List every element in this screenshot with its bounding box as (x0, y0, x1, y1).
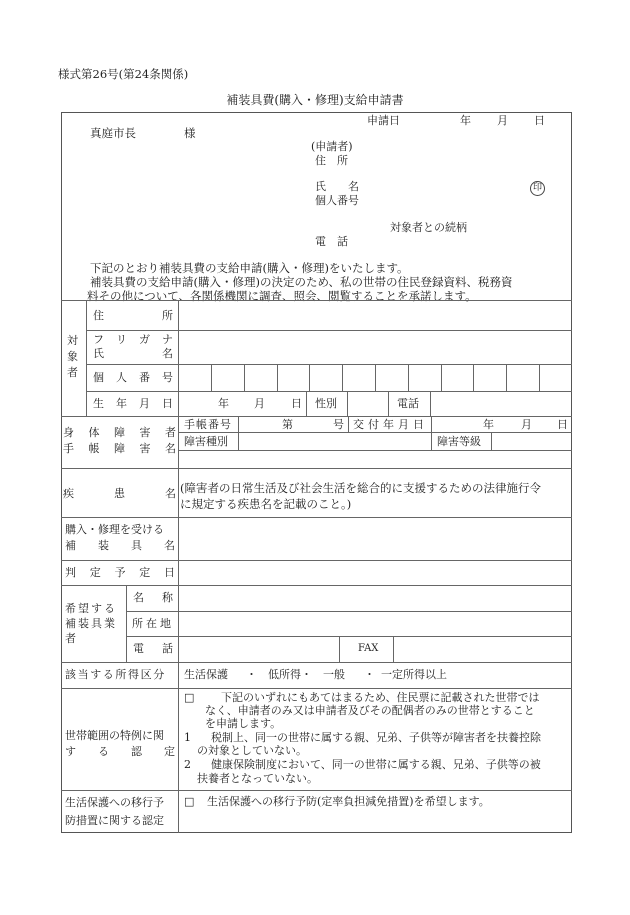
statement-request: 下記のとおり補装具費の支給申請(購入・修理)をいたします。 (90, 261, 409, 275)
income-separator: ・ (246, 668, 257, 681)
vendor-fax-field[interactable] (394, 637, 571, 661)
applicant-address-label: 住 所 (315, 154, 348, 167)
honorific: 様 (184, 126, 196, 140)
vendor-group-line1: 希望する (65, 602, 117, 615)
device-label-line2: 補 装 具 名 (65, 539, 175, 552)
household-checkbox[interactable]: □ (184, 691, 195, 704)
subject-name-label: 氏 名 (93, 347, 173, 360)
judgment-date-field[interactable] (179, 561, 571, 584)
household-item2-number: 2 (184, 758, 191, 771)
subject-group-label: 対 象 者 (67, 334, 78, 379)
subject-furigana-label: フ リ ガ ナ (93, 333, 173, 346)
household-intro-line1: 下記のいずれにもあてはまるため、住民票に記載された世帯では (221, 691, 540, 704)
disability-type-label: 障害種別 (184, 435, 228, 448)
welfare-label-line2: 防措置に関する認定 (65, 814, 164, 827)
handbook-disability-name-field[interactable] (179, 451, 571, 467)
applicant-name-label: 氏 名 (315, 180, 359, 193)
vendor-location-label: 所在地 (132, 617, 174, 630)
gender-label: 性別 (315, 397, 337, 410)
application-date-year: 年 (460, 114, 471, 127)
issue-year-label: 年 (483, 418, 494, 431)
handbook-label-line1: 身 体 障 害 者 (63, 426, 176, 439)
handbook-label-line2: 手 帳 障 害 名 (63, 442, 176, 455)
judgment-date-label: 判 定 予 定 日 (65, 566, 175, 579)
vendor-phone-field[interactable] (179, 637, 338, 661)
vendor-group-line3: 者 (65, 632, 76, 645)
household-label-line1: 世帯範囲の特例に関 (65, 729, 164, 742)
disease-note-line1: (障害者の日常生活及び社会生活を総合的に支援するための法律施行令 (180, 481, 541, 495)
vendor-phone-label: 電 話 (133, 642, 173, 655)
statement-consent-line1: 補装具費の支給申請(購入・修理)の決定のため、私の世帯の住民登録資料、税務資 (90, 275, 513, 289)
subject-personal-number-field[interactable] (179, 365, 571, 390)
device-label-line1: 購入・修理を受ける (65, 523, 164, 536)
subject-phone-label: 電話 (397, 397, 419, 410)
application-date-day: 日 (534, 114, 545, 127)
addressee: 真庭市長 (90, 126, 136, 140)
income-option-high[interactable]: 一定所得以上 (381, 668, 447, 681)
form-title: 補装具費(購入・修理)支給申請書 (226, 93, 404, 107)
issue-day-label: 日 (557, 418, 568, 431)
applicant-phone-label: 電 話 (315, 235, 348, 248)
disability-grade-label: 障害等級 (437, 435, 481, 448)
household-item1-number: 1 (184, 731, 191, 744)
vendor-name-label: 名 称 (133, 591, 173, 604)
applicant-personal-number-label: 個人番号 (315, 194, 359, 207)
subject-birthdate-label: 生 年 月 日 (93, 397, 173, 410)
handbook-number-label: 手帳番号 (184, 418, 232, 431)
welfare-label-line1: 生活保護への移行予 (65, 796, 164, 809)
handbook-number-prefix: 第 (282, 418, 293, 431)
welfare-text: 生活保護への移行予防(定率負担減免措置)を希望します。 (207, 795, 490, 808)
subject-personal-number-label: 個 人 番 号 (93, 371, 173, 384)
statement-consent-line2: 料その他について、各関係機関に調査、照会、閲覧することを承諾します。 (87, 289, 477, 303)
birth-year-label: 年 (218, 397, 229, 410)
issue-date-label: 交付年月日 (353, 418, 428, 431)
household-item1-line1: 税制上、同一の世帯に属する親、兄弟、子供等が障害者を扶養控除 (211, 731, 541, 744)
relationship-label: 対象者との続柄 (390, 221, 467, 234)
household-item2-line2: 扶養者となっていない。 (197, 772, 318, 785)
vendor-location-field[interactable] (179, 612, 571, 635)
income-option-general[interactable]: 一般 (323, 668, 345, 681)
handbook-number-suffix: 号 (333, 418, 344, 431)
vendor-group-line2: 補装具業 (65, 617, 117, 630)
disease-label: 疾 患 名 (63, 487, 176, 500)
household-item2-line1: 健康保険制度において、同一の世帯に属する親、兄弟、子供等の被 (211, 758, 541, 771)
birth-month-label: 月 (254, 397, 265, 410)
household-intro-line2: なく、申請者のみ又は申請者及びその配偶者のみの世帯とすること (205, 704, 535, 717)
household-intro-line3: を申請します。 (205, 717, 282, 730)
application-date-month: 月 (497, 114, 508, 127)
income-option-welfare[interactable]: 生活保護 (184, 668, 228, 681)
issue-month-label: 月 (521, 418, 532, 431)
income-option-low[interactable]: 低所得・ (268, 668, 312, 681)
household-item1-line2: の対象としていない。 (197, 744, 307, 757)
vendor-fax-label: FAX (358, 643, 379, 654)
vendor-name-field[interactable] (179, 586, 571, 610)
income-label: 該当する所得区分 (65, 668, 166, 681)
application-date-label: 申請日 (367, 114, 400, 127)
form-frame (61, 112, 572, 833)
applicant-label: (申請者) (311, 140, 353, 153)
disease-note-line2: に規定する疾患名を記載のこと。) (180, 497, 352, 511)
subject-name-field[interactable] (179, 331, 571, 363)
birth-day-label: 日 (291, 397, 302, 410)
household-label-line2: す る 認 定 (65, 745, 175, 758)
device-name-field[interactable] (179, 518, 571, 559)
form-number: 様式第26号(第24条関係) (58, 67, 189, 81)
subject-address-label: 住 所 (93, 309, 173, 322)
income-separator: ・ (364, 668, 375, 681)
subject-address-field[interactable] (179, 301, 571, 329)
welfare-checkbox[interactable]: □ (184, 795, 195, 808)
seal-icon: 印 (530, 181, 545, 196)
